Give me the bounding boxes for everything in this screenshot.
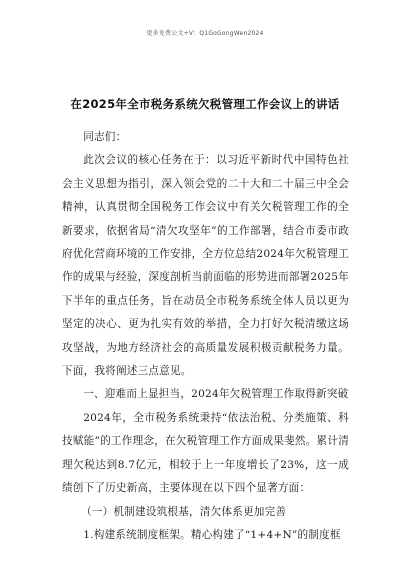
document-title: 在2025年全市税务系统欠税管理工作会议上的讲话 xyxy=(70,97,340,111)
salutation: 同志们： xyxy=(83,131,127,143)
paragraph-summary: 2024年，全市税务系统秉持“依法治税、分类施策、科技赋能”的工作理念，在欠税管理工作方面成果斐然。累计清理欠税达到8.7亿元，相较于上一年度增长了23%，这一成绩创下了历史新高，主要体现在以下四个显著方面： xyxy=(62,411,349,495)
paragraph-item: 1.构建系统制度框架。精心构建了“1+4+N”的制度框 xyxy=(83,528,341,541)
section-heading: 一、迎难而上显担当，2024年欠税管理工作取得新突破 xyxy=(83,388,349,401)
document-body xyxy=(62,126,349,547)
subheading: （一）机制建设筑根基，清欠体系更加完善 xyxy=(81,505,287,518)
watermark-text: 更多免费公文+V：Q1GoGongWen2024 xyxy=(146,30,264,37)
paragraph-intro: 此次会议的核心任务在于：以习近平新时代中国特色社会主义思想为指引，深入领会党的二十大和二十届三中全会精神，认真贯彻全国税务工作会议中有关欠税管理工作的全新要求，依据省局“清欠攻坚年”的工作部署，结合市委市政府优化营商环境的工作安排，全方位总结2024年欠税管理工作的成果与经验，深度剖析当前面临的形势进而部署2025年下半年的重点任务，旨在动员全市税务系统全体人员以更为坚定的决心、更为扎实有效的举措，全力打好欠税清缴这场攻坚战，为地方经济社会的高质量发展积极贡献税务力量。下面，我将阐述三点意见。 xyxy=(62,154,349,378)
